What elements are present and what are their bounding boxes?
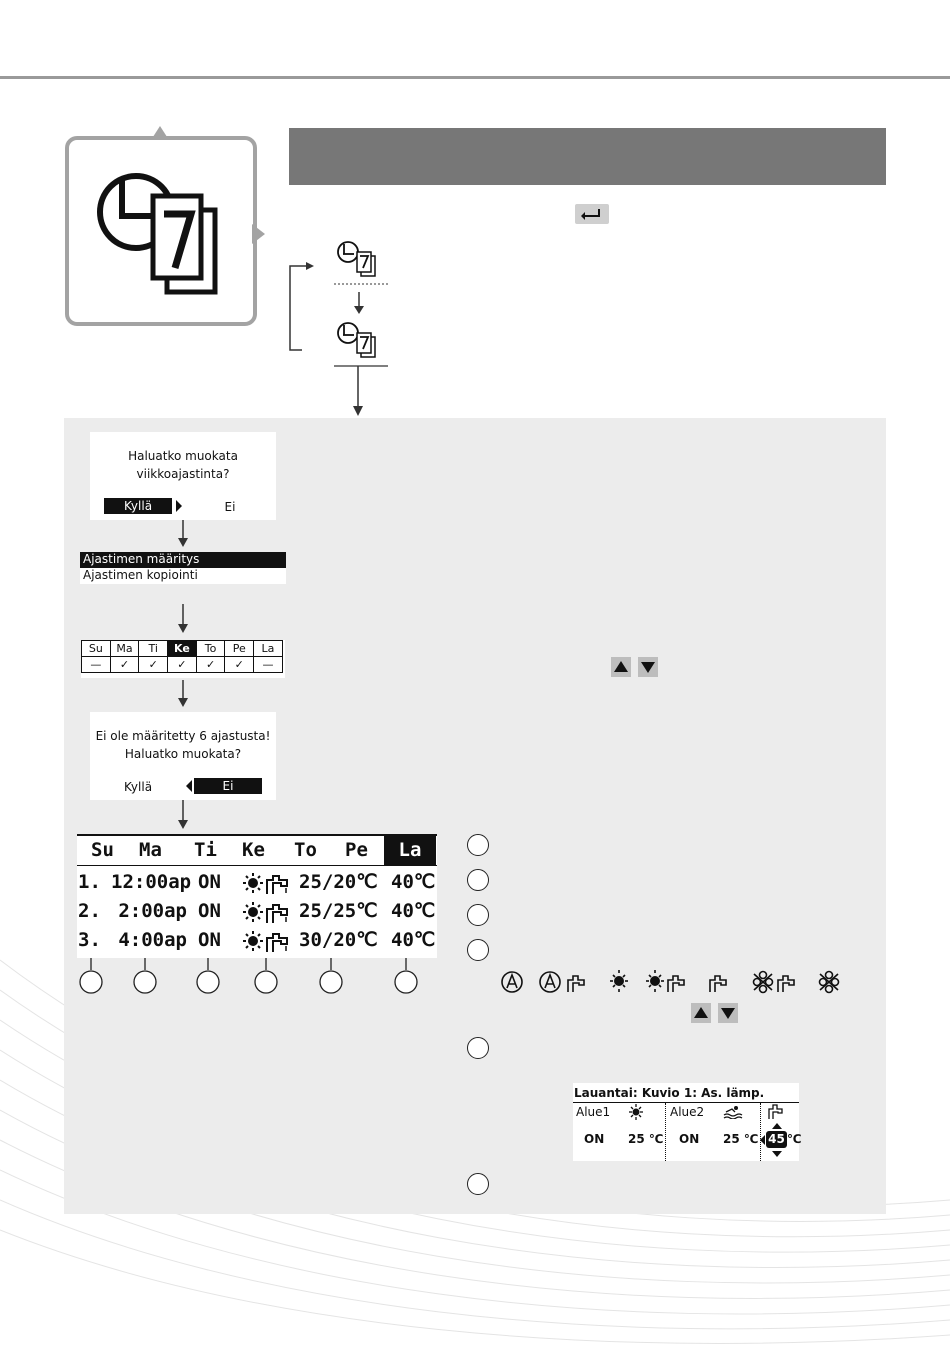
warning-line1: Ei ole määritetty 6 ajastusta! <box>95 729 271 743</box>
row-state[interactable]: ON <box>198 871 221 893</box>
tank-temp-detail-screen <box>573 1083 802 1161</box>
flow-diagram <box>286 236 396 421</box>
yes-option[interactable]: Kyllä <box>104 498 172 514</box>
day-ma[interactable]: Ma <box>110 641 139 657</box>
sun-tap-mode-icons <box>243 872 295 956</box>
top-rule <box>0 76 950 79</box>
day-to[interactable]: To <box>196 641 225 657</box>
zone2-temp: 25 ℃ <box>723 1132 759 1146</box>
row-tank-temp[interactable]: 40℃ <box>391 929 436 951</box>
row-zone-temps[interactable]: 25/25℃ <box>299 900 378 922</box>
pool-icon <box>723 1105 743 1119</box>
no-option-selected[interactable]: Ei <box>194 778 262 794</box>
menu-item-timer-setup[interactable]: Ajastimen määritys <box>80 552 286 568</box>
down-key-icon <box>718 1003 738 1023</box>
mini-timer-icon-2 <box>338 323 375 357</box>
step-marker-2 <box>467 869 489 891</box>
day-la[interactable]: La <box>254 641 283 657</box>
mini-timer-icon-1 <box>338 242 375 276</box>
sched-day-su: Su <box>91 839 114 861</box>
zone2-state: ON <box>679 1132 700 1146</box>
step-marker-5 <box>467 1037 489 1059</box>
step-marker-6 <box>467 1173 489 1195</box>
day-mark: ✓ <box>139 657 168 673</box>
step-marker-4 <box>467 939 489 961</box>
tank-temp-unit: ℃ <box>787 1132 802 1146</box>
not-set-warning-dialog <box>90 712 276 800</box>
day-mark: — <box>254 657 283 673</box>
sched-day-pe: Pe <box>345 839 368 861</box>
row-zone-temps[interactable]: 25/20℃ <box>299 871 378 893</box>
up-key-icon <box>691 1003 711 1023</box>
day-ti[interactable]: Ti <box>139 641 168 657</box>
no-option[interactable]: Ei <box>224 500 236 514</box>
day-pe[interactable]: Pe <box>225 641 254 657</box>
day-mark: — <box>82 657 111 673</box>
down-arrow-icon <box>176 604 190 634</box>
sched-day-ti: Ti <box>194 839 217 861</box>
dialog-question-line1: Haluatko muokata <box>128 449 238 463</box>
down-arrow-icon <box>176 680 190 708</box>
day-mark: ✓ <box>168 657 197 673</box>
up-key-icon <box>611 657 631 677</box>
section-header-bar <box>289 128 886 185</box>
yes-option[interactable]: Kyllä <box>123 780 153 794</box>
up-arrow-icon <box>151 126 169 140</box>
selector-right-icon <box>176 500 182 512</box>
down-arrow-icon <box>176 520 190 548</box>
detail-title: Lauantai: Kuvio 1: As. lämp. <box>574 1086 765 1100</box>
menu-item-timer-copy[interactable]: Ajastimen kopiointi <box>80 568 286 584</box>
zone1-label: Alue1 <box>576 1105 611 1119</box>
selector-left-icon <box>186 780 192 792</box>
sched-day-la-selected[interactable]: La <box>384 836 436 865</box>
day-su[interactable]: Su <box>82 641 111 657</box>
row-tank-temp[interactable]: 40℃ <box>391 871 436 893</box>
row-tank-temp[interactable]: 40℃ <box>391 900 436 922</box>
day-selector <box>81 640 285 678</box>
row-state[interactable]: ON <box>198 929 221 951</box>
row-state[interactable]: ON <box>198 900 221 922</box>
row-time[interactable]: 2:00ap <box>118 900 187 922</box>
day-mark: ✓ <box>110 657 139 673</box>
weekly-timer-icon <box>69 140 253 322</box>
zone2-label: Alue2 <box>670 1105 705 1119</box>
tank-temp-value[interactable]: 45 <box>766 1131 787 1148</box>
down-arrow-icon <box>176 800 190 830</box>
sun-icon <box>627 1104 645 1120</box>
row-number: 1. <box>78 871 101 893</box>
operation-mode-icons <box>498 968 848 996</box>
zone1-state: ON <box>584 1132 605 1146</box>
row-time[interactable]: 12:00ap <box>111 871 192 893</box>
sched-day-ma: Ma <box>139 839 162 861</box>
timer-icon-panel <box>65 136 257 326</box>
edit-weekly-timer-dialog <box>90 432 276 520</box>
dialog-question-line2: viikkoajastinta? <box>136 467 230 481</box>
row-time[interactable]: 4:00ap <box>118 929 187 951</box>
increase-arrow-icon <box>772 1123 782 1129</box>
day-mark: ✓ <box>196 657 225 673</box>
sched-day-to: To <box>294 839 317 861</box>
sched-day-ke: Ke <box>242 839 265 861</box>
decrease-arrow-icon <box>772 1151 782 1157</box>
step-marker-3 <box>467 904 489 926</box>
timer-menu <box>80 552 286 584</box>
step-marker-1 <box>467 834 489 856</box>
callout-markers <box>77 958 437 998</box>
day-ke-selected[interactable]: Ke <box>168 641 197 657</box>
row-number: 2. <box>78 900 101 922</box>
row-number: 3. <box>78 929 101 951</box>
warning-line2: Haluatko muokata? <box>124 747 242 761</box>
down-key-icon <box>638 657 658 677</box>
tap-icon <box>768 1104 784 1120</box>
decrease-icon <box>760 1135 765 1145</box>
zone1-temp: 25 ℃ <box>628 1132 664 1146</box>
right-arrow-icon <box>252 224 265 244</box>
day-mark: ✓ <box>225 657 254 673</box>
schedule-screen <box>77 834 437 958</box>
row-zone-temps[interactable]: 30/20℃ <box>299 929 378 951</box>
enter-key-icon <box>575 204 609 224</box>
